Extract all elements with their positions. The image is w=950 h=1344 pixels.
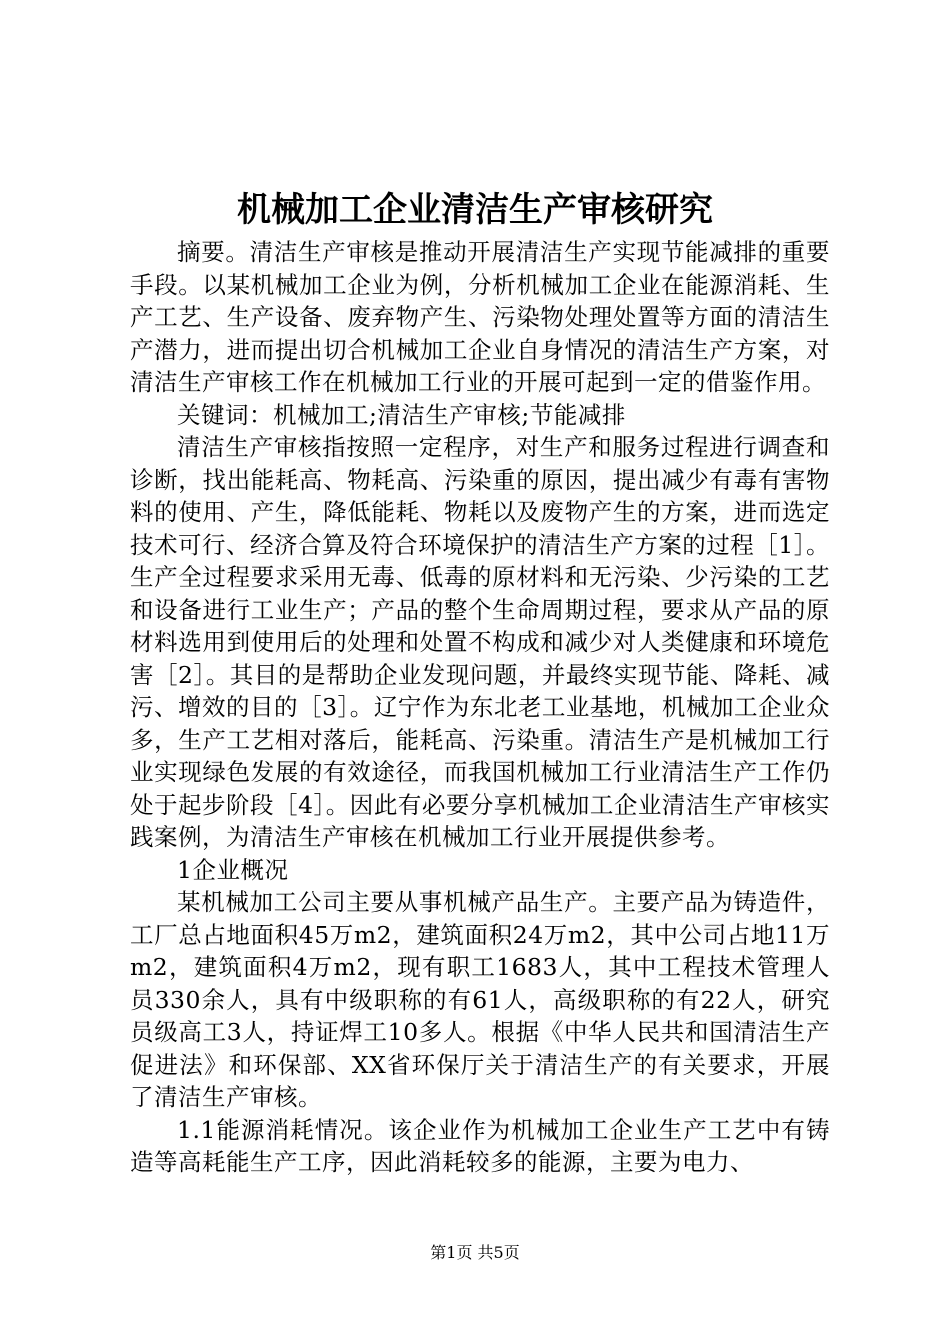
keywords-paragraph: 关键词：机械加工;清洁生产审核;节能减排 — [177, 400, 626, 429]
energy-paragraph: 1.1能源消耗情况。该企业作为机械加工企业生产工艺中有铸造等高耗能生产工序，因此消耗较多的能源，主要为电力、 — [130, 1115, 830, 1176]
document-body — [130, 236, 830, 1179]
intro-paragraph: 清洁生产审核指按照一定程序，对生产和服务过程进行调查和诊断，找出能耗高、物耗高、污染重的原因，提出减少有毒有害物料的使用、产生，降低能耗、物耗以及废物产生的方案，进而选定技术可行、经济合算及符合环境保护的清洁生产方案的过程［1］。生产全过程要求采用无毒、低毒的原材料和无污染、少污染的工艺和设备进行工业生产；产品的整个生命周期过程，要求从产品的原材料选用到使用后的处理和处置不构成和减少对人类健康和环境危害［2］。其目的是帮助企业发现问题，并最终实现节能、降耗、减污、增效的目的［3］。辽宁作为东北老工业基地，机械加工企业众多，生产工艺相对落后，能耗高、污染重。清洁生产是机械加工行业实现绿色发展的有效途径，而我国机械加工行业清洁生产工作仍处于起步阶段［4］。因此有必要分享机械加工企业清洁生产审核实践案例，为清洁生产审核在机械加工行业开展提供参考。 — [130, 433, 830, 851]
page-footer: 第1页 共5页 — [430, 1243, 520, 1262]
overview-paragraph: 某机械加工公司主要从事机械产品生产。主要产品为铸造件，工厂总占地面积45万m2，建筑面积24万m2，其中公司占地11万m2，建筑面积4万m2，现有职工1683人，其中工程技术管理人员330余人，具有中级职称的有61人，高级职称的有22人，研究员级高工3人，持证焊工10多人。根据《中华人民共和国清洁生产促进法》和环保部、XX省环保厅关于清洁生产的有关要求，开展了清洁生产审核。 — [130, 888, 830, 1111]
page-title: 机械加工企业清洁生产审核研究 — [237, 190, 713, 230]
section-heading: 1企业概况 — [177, 855, 289, 884]
abstract-paragraph: 摘要。清洁生产审核是推动开展清洁生产实现节能减排的重要手段。以某机械加工企业为例，分析机械加工企业在能源消耗、生产工艺、生产设备、废弃物产生、污染物处理处置等方面的清洁生产潜力，进而提出切合机械加工企业自身情况的清洁生产方案，对清洁生产审核工作在机械加工行业的开展可起到一定的借鉴作用。 — [130, 238, 830, 396]
